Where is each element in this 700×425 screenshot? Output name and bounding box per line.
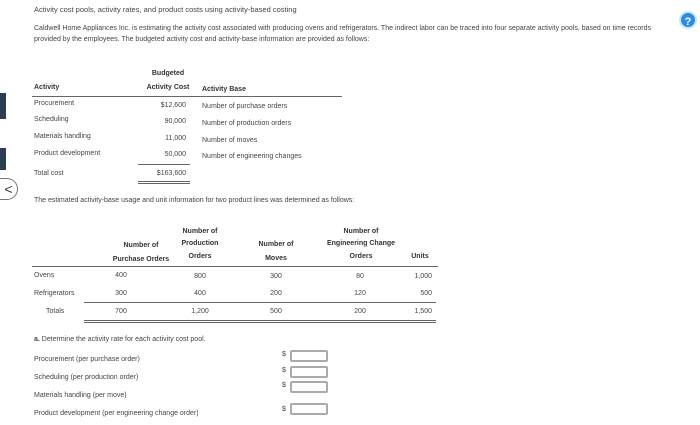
cell-prod: 1,200 <box>191 308 209 315</box>
total-rule <box>84 302 436 303</box>
cell-moves: 200 <box>270 290 282 297</box>
cell-prod: 400 <box>194 290 206 297</box>
cell-units: 1,000 <box>414 273 432 280</box>
header-rule <box>32 96 342 97</box>
problem-title: Activity cost pools, activity rates, and product costs using activity-based costing <box>34 5 297 14</box>
currency-symbol: $ <box>282 406 286 413</box>
cell-eng: 120 <box>354 290 366 297</box>
answer-label: Materials handling (per move) <box>34 392 127 399</box>
product-development-rate-input[interactable] <box>290 403 328 415</box>
header-prod: Number of Production Orders <box>181 228 219 260</box>
cell-moves: 300 <box>270 273 282 280</box>
cell-units: 1,500 <box>414 308 432 315</box>
answer-label: Product development (per engineering change order) <box>34 410 199 417</box>
answer-label: Scheduling (per production order) <box>34 374 139 381</box>
double-rule <box>84 320 436 321</box>
row-label: Totals <box>46 308 65 315</box>
row-cost: 90,000 <box>164 118 186 125</box>
header-eng: Number of Engineering Change Orders <box>326 228 396 260</box>
row-activity: Procurement <box>34 100 75 107</box>
question-prompt: a. Determine the activity rate for each activity cost pool. <box>34 336 206 343</box>
procurement-rate-input[interactable] <box>290 350 328 362</box>
row-cost: 50,000 <box>164 151 186 158</box>
answer-label: Procurement (per purchase order) <box>34 356 140 363</box>
row-base: Number of production orders <box>202 120 292 127</box>
row-base: Number of moves <box>202 137 258 144</box>
materials-handling-rate-input[interactable] <box>290 381 328 393</box>
row-cost: 11,000 <box>165 135 186 142</box>
cell-moves: 500 <box>270 308 282 315</box>
col-header-activity-cost: Activity Cost <box>146 84 190 91</box>
row-base: Number of engineering changes <box>202 153 302 160</box>
row-activity: Product development <box>34 150 101 157</box>
header-units: Units <box>411 253 429 260</box>
help-button[interactable]: ? <box>679 11 697 29</box>
row-cost: $12,600 <box>160 102 186 109</box>
currency-symbol: $ <box>282 367 286 374</box>
currency-symbol: $ <box>282 351 286 358</box>
cell-po: 400 <box>115 272 127 279</box>
double-rule <box>138 181 190 182</box>
row-label: Refrigerators <box>34 290 75 297</box>
currency-symbol: $ <box>282 382 286 389</box>
double-rule <box>138 183 190 184</box>
back-button[interactable]: < <box>0 178 18 200</box>
cell-prod: 800 <box>194 273 206 280</box>
left-edge-bar <box>0 93 6 119</box>
left-edge-bar <box>0 148 6 170</box>
problem-intro: Caldwell Home Appliances Inc. is estimating the activity cost associated with producing ovens and refrigerators. The indirect labor can be traced into four separate activity pools, based on time records provided by the employees. The budgeted activity cost and activity-base information are provided as follows: <box>34 25 651 43</box>
scheduling-rate-input[interactable] <box>290 366 328 378</box>
col-header-budgeted: Budgeted <box>151 70 185 77</box>
estimate-text: The estimated activity-base usage and unit information for two product lines was determined as follows: <box>34 197 355 204</box>
total-label: Total cost <box>34 170 64 177</box>
header-po: Number of Purchase Orders <box>112 242 170 263</box>
double-rule <box>84 322 436 323</box>
total-value: $163,600 <box>156 170 186 177</box>
header-rule <box>32 266 438 267</box>
cell-eng: 80 <box>356 273 364 280</box>
total-rule <box>138 164 190 165</box>
row-label: Ovens <box>34 272 55 279</box>
cell-units: 500 <box>420 290 432 297</box>
cell-eng: 200 <box>354 308 366 315</box>
cell-po: 300 <box>115 290 127 297</box>
row-activity: Materials handling <box>34 133 91 140</box>
row-base: Number of purchase orders <box>202 103 288 110</box>
col-header-activity-base: Activity Base <box>202 86 246 93</box>
cell-po: 700 <box>115 308 127 315</box>
header-moves: Number of Moves <box>258 241 294 262</box>
col-header-activity: Activity <box>34 84 60 91</box>
row-activity: Scheduling <box>34 116 69 123</box>
